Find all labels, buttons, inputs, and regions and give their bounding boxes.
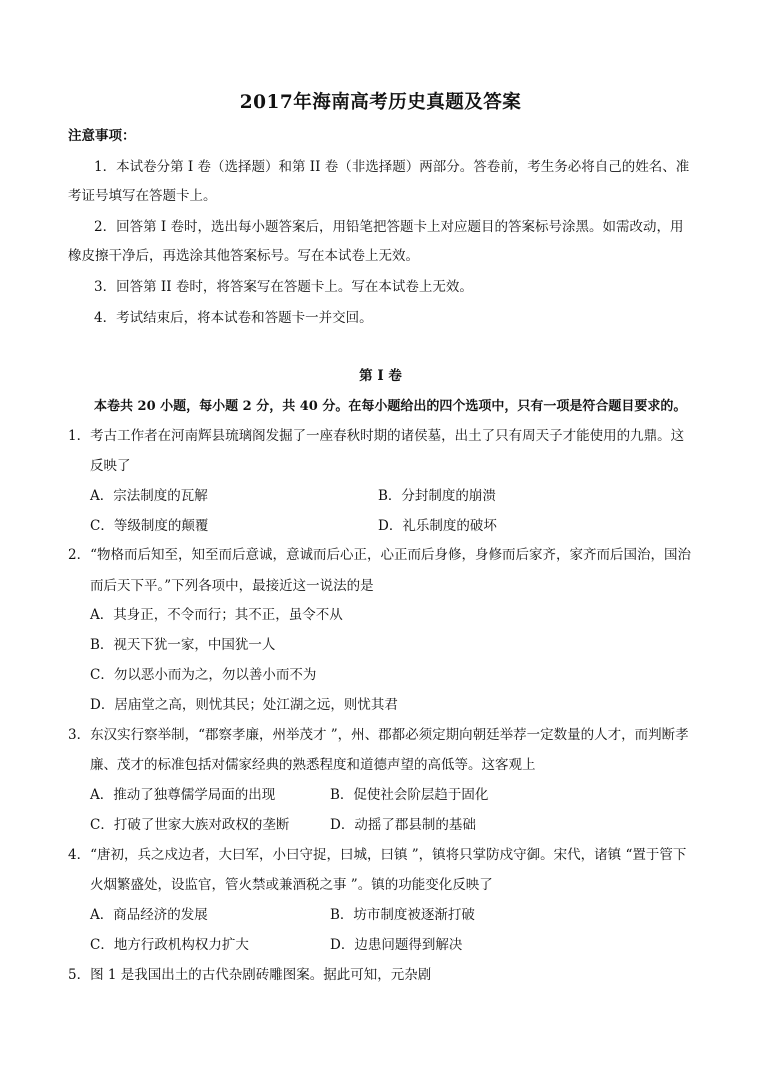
question-4-option-c: C．地方行政机构权力扩大: [90, 937, 249, 953]
question-4-line-1: 4．“唐初，兵之戍边者，大曰军，小曰守捉，曰城，曰镇 ”，镇将只掌防戍守御。宋代，诸镇 “置于管下: [68, 847, 687, 863]
question-3-option-d: D．动摇了郡县制的基础: [330, 817, 476, 833]
question-2-line-1: 2．“物格而后知至，知至而后意诚，意诚而后心正，心正而后身修，身修而后家齐，家齐而后国治，国治: [68, 547, 691, 563]
question-2-option-c: C．勿以恶小而为之，勿以善小而不为: [90, 667, 317, 683]
question-2-line-2: 而后天下平。”下列各项中，最接近这一说法的是: [90, 578, 374, 594]
notice-2-line-1: 2．回答第 I 卷时，选出每小题答案后，用铅笔把答题卡上对应题目的答案标号涂黑。如需改动，用: [94, 219, 684, 235]
question-2-option-d: D．居庙堂之高，则忧其民；处江湖之远，则忧其君: [90, 697, 398, 713]
question-4-option-d: D．边患问题得到解决: [330, 937, 463, 953]
question-3-line-1: 3．东汉实行察举制，“郡察孝廉，州举茂才 ”，州、郡都必须定期向朝廷举荐一定数量的人才，而判断孝: [68, 727, 689, 743]
section-instruction: 本卷共 20 小题，每小题 2 分，共 40 分。在每小题给出的四个选项中，只有一项是符合题目要求的。: [94, 399, 687, 414]
question-3-line-2: 廉、茂才的标准包括对儒家经典的熟悉程度和道德声望的高低等。这客观上: [90, 757, 536, 773]
question-4-option-b: B．坊市制度被逐渐打破: [330, 907, 475, 923]
question-1-option-d: D．礼乐制度的破坏: [378, 518, 497, 534]
question-2-option-a: A．其身正，不令而行；其不正，虽令不从: [90, 607, 343, 623]
notice-1-line-1: 1．本试卷分第 I 卷（选择题）和第 II 卷（非选择题）两部分。答卷前，考生务必将自己的姓名、准: [94, 159, 690, 175]
question-4-option-a: A．商品经济的发展: [90, 907, 208, 923]
question-1-option-a: A．宗法制度的瓦解: [90, 488, 208, 504]
section-title: 第 I 卷: [359, 368, 402, 384]
question-3-option-a: A．推动了独尊儒学局面的出现: [90, 787, 276, 803]
question-5-line-1: 5．图 1 是我国出土的古代杂剧砖雕图案。据此可知，元杂剧: [68, 967, 432, 983]
question-3-option-b: B．促使社会阶层趋于固化: [330, 787, 489, 803]
question-4-line-2: 火烟繁盛处，设监官，管火禁或兼酒税之事 ”。镇的功能变化反映了: [90, 877, 493, 893]
question-2-option-b: B．视天下犹一家，中国犹一人: [90, 637, 276, 653]
notice-heading: 注意事项：: [68, 128, 136, 144]
notice-4: 4．考试结束后，将本试卷和答题卡一并交回。: [94, 310, 373, 326]
document-title: 2017年海南高考历史真题及答案: [239, 92, 522, 113]
question-1-option-c: C．等级制度的颠覆: [90, 518, 209, 534]
notice-1-line-2: 考证号填写在答题卡上。: [68, 188, 217, 204]
notice-2-line-2: 橡皮擦干净后，再选涂其他答案标号。写在本试卷上无效。: [68, 248, 419, 264]
question-1-line-2: 反映了: [90, 458, 131, 474]
notice-3: 3．回答第 II 卷时，将答案写在答题卡上。写在本试卷上无效。: [94, 279, 473, 295]
question-1-option-b: B．分封制度的崩溃: [378, 488, 496, 504]
question-3-option-c: C．打破了世家大族对政权的垄断: [90, 817, 290, 833]
question-1-line-1: 1．考古工作者在河南辉县琉璃阁发掘了一座春秋时期的诸侯墓，出土了只有周天子才能使用的九鼎。这: [68, 428, 685, 444]
